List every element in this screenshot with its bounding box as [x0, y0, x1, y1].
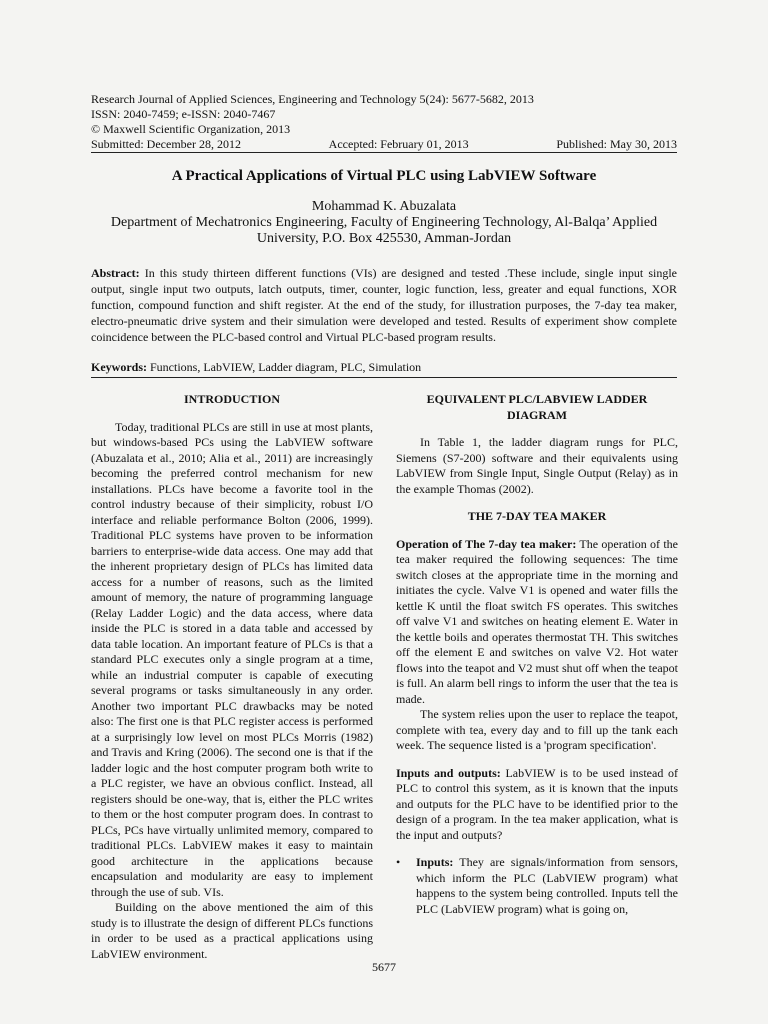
introduction-heading: INTRODUCTION [183, 392, 280, 406]
tea-maker-heading: THE 7-DAY TEA MAKER [467, 509, 607, 523]
io-paragraph [396, 766, 678, 844]
inputs-text: They are signals/information from sensors, which inform the PLC (LabVIEW program) what happens to the system being controlled. Inputs tell the PLC (LabVIEW program) what is going on, [416, 855, 678, 916]
ladder-paragraph: In Table 1, the ladder diagram rungs for PLC, Siemens (S7-200) software and their equivalents using LabVIEW from Single Input, Single Output (Relay) as in the example Thomas (2002). [396, 435, 678, 496]
operation-label: Operation of The 7-day tea maker: [396, 536, 577, 551]
operation-text: The operation of the tea maker required the following sequences: The time switch closes at the appropriate time in the morning and initiates the cycle. Valve V1 is opened and water fills the kettle K until the float switch FS operates. This switches off valve V1 and switches on heating element E. Water in the kettle boils and operates thermostat TH. This switches off the element E and switches on valve V2. Hot water flows into the teapot and V2 must shut off when the teapot is full. An alarm bell rings to inform the user that the tea is made. [396, 536, 678, 706]
journal-line: Research Journal of Applied Sciences, Engineering and Technology 5(24): 5677-5682, 2013 [91, 92, 534, 106]
right-column [396, 392, 678, 917]
author-name: Mohammad K. Abuzalata [311, 199, 457, 214]
published-date: Published: May 30, 2013 [556, 137, 677, 151]
dates-row [91, 137, 677, 153]
accepted-date: Accepted: February 01, 2013 [328, 137, 469, 151]
system-paragraph: The system relies upon the user to replace the teapot, complete with tea, every day and to fill up the tank each week. The sequence listed is a 'program specification'. [396, 707, 678, 752]
journal-header [91, 92, 677, 153]
ladder-diagram-heading [396, 392, 678, 423]
keywords [91, 359, 677, 378]
intro-paragraph-1: Today, traditional PLCs are still in use at most plants, but windows-based PCs using the LabVIEW software (Abuzalata et al., 2010; Alia et al., 2011) are increasingly becoming the preferred control mechanism for new installations. PLCs have become a favorite tool in the control industry because of their simplicity, robust I/O interface and reliable performance Bolton (2006, 1999). Traditional PLC systems have proven to be information barriers to enterprise-wide data access. One may add that the inherent proprietary design of PLCs has limited data access for a number of reasons, such as the limited amount of memory, the nature of programming language (Relay Ladder Logic) and the data access, where data inside the PLC is stored in a data table and accessed by data table location. An important feature of PLCs is that a standard PLC executes only a single program at a time, while an industrial computer is capable of executing several programs or tasks simultaneously in any order. Another two important PLC drawbacks may be noted also: The first one is that PLC register access is performed at a surprisingly low level on most PLCs Morris (1982) and Travis and Kring (2006). The second one is that if the ladder logic and the host computer program both write to a PLC register, we have an obvious conflict. Instead, all registers should be one-way, that is, either the PLC writes to them or the host computer program does. In contrast to PLCs, PCs have virtually unlimited memory, compared to traditional PLCs. LabVIEW makes it easy to maintain good architecture in the applications because encapsulation and modularity are easy to implement through the use of sub. VIs. [91, 419, 373, 899]
inputs-bullet-text [416, 855, 678, 917]
intro-paragraph-2: Building on the above mentioned the aim of this study is to illustrate the design of different PLCs functions in order to be used as a practical applications using LabVIEW environment. [91, 900, 373, 961]
io-label: Inputs and outputs: [396, 765, 501, 780]
io-text: LabVIEW is to be used instead of PLC to control this system, as it is known that the inputs and outputs for the PLC have to be identified prior to the design of a program. In the tea maker application, what is the input and outputs? [396, 765, 679, 842]
author-block [91, 199, 677, 247]
inputs-bullet [396, 855, 678, 917]
ladder-heading-line-1: EQUIVALENT PLC/LABVIEW LADDER [426, 392, 648, 406]
left-column [91, 392, 373, 962]
keywords-label: Keywords: [91, 360, 147, 374]
submitted-date: Submitted: December 28, 2012 [91, 137, 241, 151]
copyright-line: © Maxwell Scientific Organization, 2013 [91, 122, 291, 136]
affiliation-line-2: University, P.O. Box 425530, Amman-Jordan [256, 231, 512, 246]
bullet-icon: • [396, 855, 401, 869]
keywords-text: Functions, LabVIEW, Ladder diagram, PLC, Simulation [150, 360, 422, 374]
page-number: 5677 [372, 960, 396, 974]
abstract [91, 265, 677, 345]
inputs-label: Inputs: [416, 855, 454, 869]
issn-line: ISSN: 2040-7459; e-ISSN: 2040-7467 [91, 107, 276, 121]
abstract-text: In this study thirteen different functions (VIs) are designed and tested .These include, single input single output, single input two outputs, latch outputs, timer, counter, logic function, less, greater and equal functions, XOR function, compound function and shift register. At the end of the study, for illustration purposes, the 7-day tea maker, electro-pneumatic drive system and their simulation were developed and tested. Results of experiment show complete coincidence between the PLC-based control and Virtual PLC-based program results. [91, 266, 678, 344]
abstract-label: Abstract: [91, 266, 140, 280]
affiliation-line-1: Department of Mechatronics Engineering, Faculty of Engineering Technology, Al-Balqa’ Applied [110, 215, 658, 230]
operation-paragraph [396, 537, 678, 708]
paper-title: A Practical Applications of Virtual PLC using LabVIEW Software [171, 168, 597, 184]
ladder-heading-line-2: DIAGRAM [507, 407, 567, 422]
